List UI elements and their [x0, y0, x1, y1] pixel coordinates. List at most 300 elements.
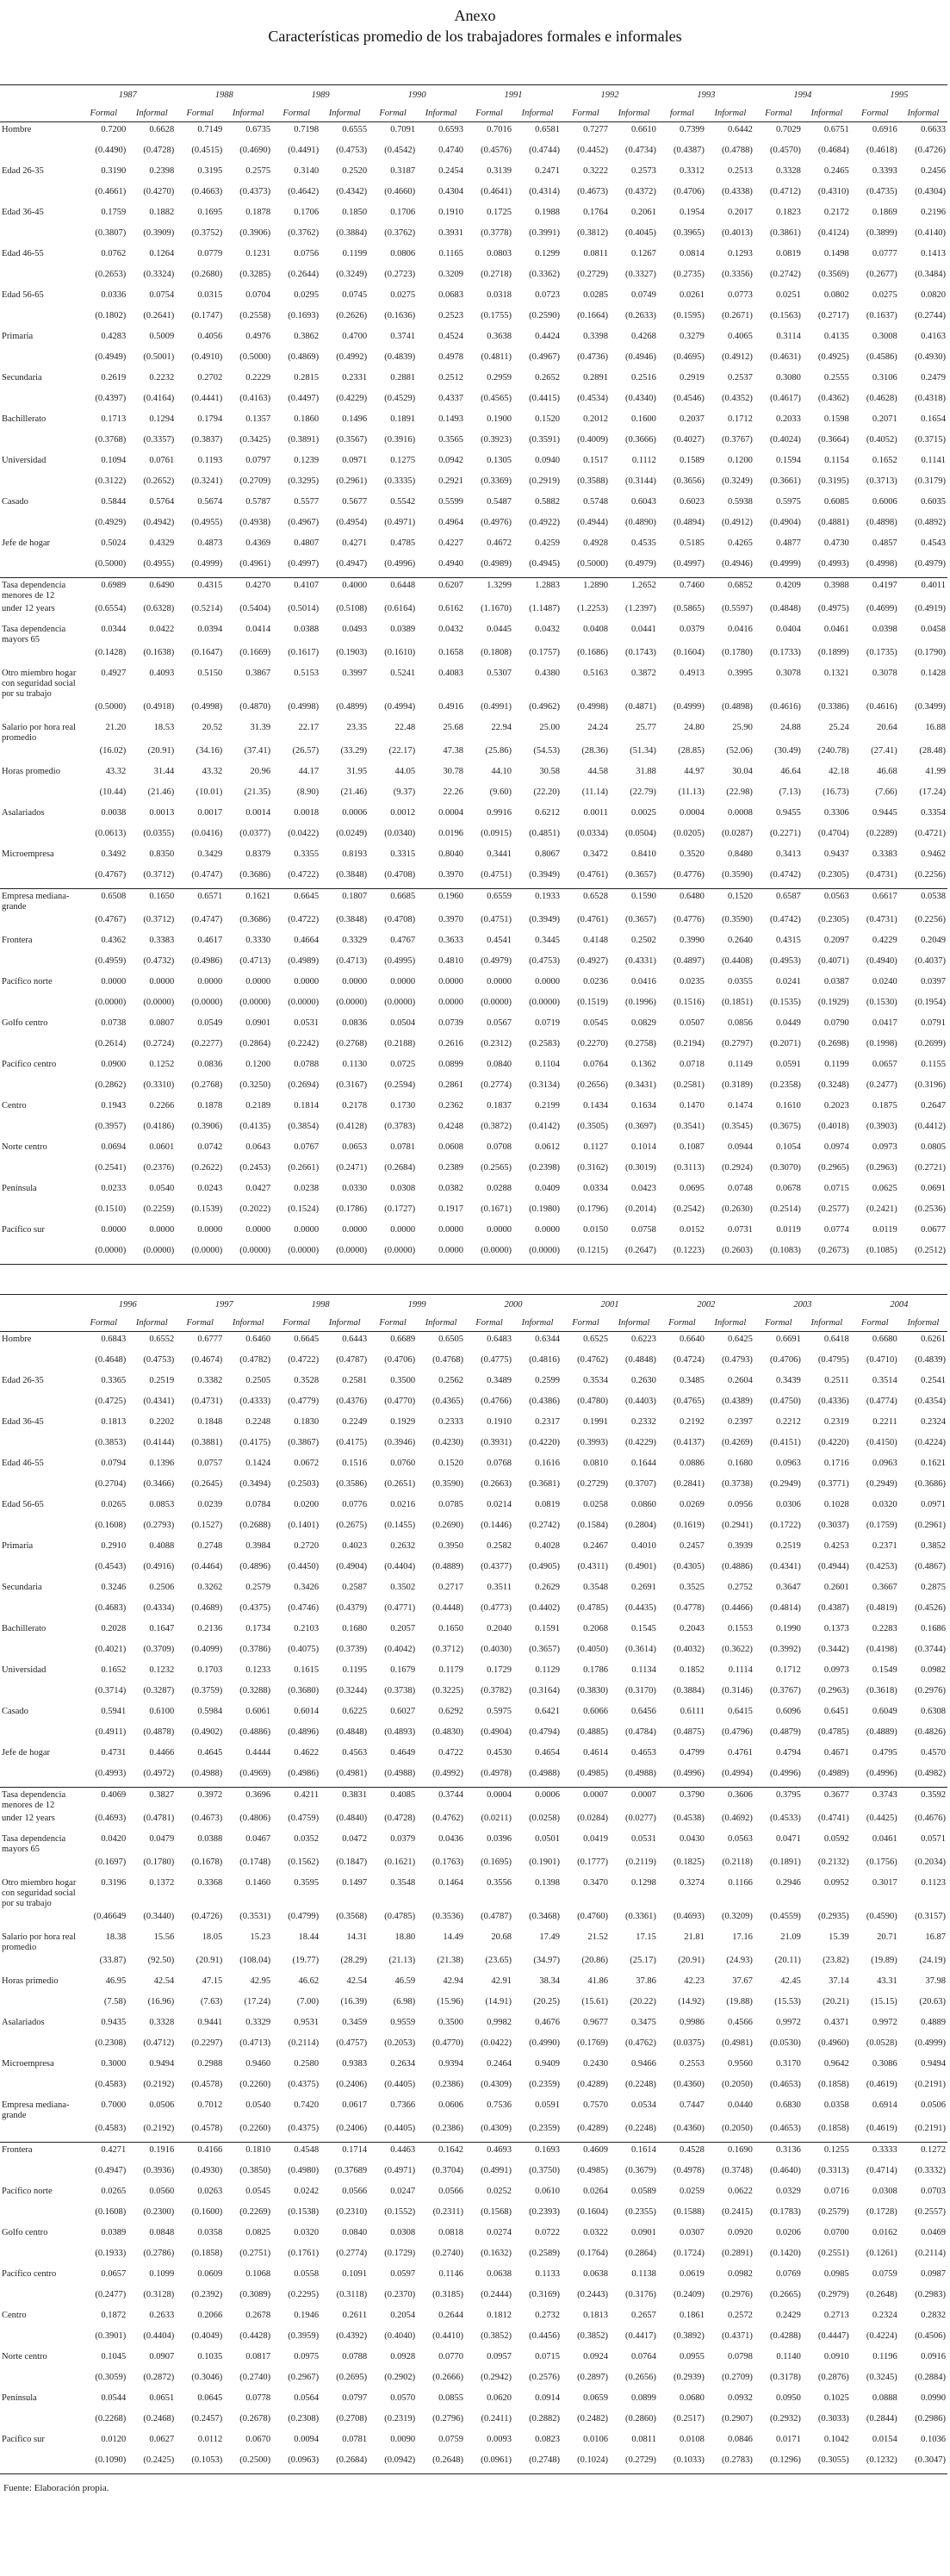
- sd-value-cell: (0.4692): [721, 1814, 753, 1823]
- sd-value-cell: (0.2862): [95, 1080, 127, 1090]
- sd-value-cell: (0.4879): [769, 1727, 801, 1737]
- sd-value-cell: (0.2729): [610, 2453, 658, 2474]
- sd-value-cell: (0.4816): [529, 1355, 560, 1365]
- mean-value-cell: 0.3556: [487, 1878, 512, 1888]
- sd-value-cell: (0.4661): [95, 187, 127, 196]
- mean-value-cell: 30.04: [732, 767, 753, 776]
- mean-value-cell: 0.1882: [149, 208, 175, 217]
- mean-value-cell: 0.4259: [535, 538, 560, 548]
- mean-value-cell: 0.1734: [245, 1624, 271, 1633]
- mean-value-cell: 30.78: [443, 767, 464, 776]
- mean-value-cell: 0.2604: [727, 1376, 753, 1385]
- mean-value-cell: 0.0638: [583, 2269, 608, 2279]
- mean-value-cell: 0.0704: [245, 290, 271, 300]
- sd-value-cell: (0.4991): [481, 702, 512, 712]
- row-label: Casado: [2, 497, 28, 507]
- sd-value-cell: (0.4712): [143, 2038, 175, 2048]
- mean-value-cell: 0.2720: [294, 1541, 320, 1551]
- mean-value-cell: 0.4857: [872, 538, 897, 548]
- row-label: Salario por hora real promedio: [2, 723, 77, 743]
- mean-value-cell: 0.7420: [294, 2100, 320, 2110]
- table-row-mean: [0, 1832, 947, 1855]
- row-label: Jefe de hogar: [2, 538, 50, 548]
- sd-value-cell: (0.4969): [224, 1766, 272, 1788]
- mean-value-cell: 0.0538: [921, 892, 946, 901]
- mean-value-cell: 0.0090: [390, 2435, 416, 2444]
- mean-value-cell: 0.7570: [583, 2100, 608, 2110]
- sd-value-cell: 0.1917: [438, 1204, 464, 1214]
- sd-value-cell: (0.4751): [481, 915, 512, 924]
- sd-value-cell: (0.4955): [191, 518, 223, 527]
- sd-value-cell: (0.0416): [191, 829, 223, 838]
- sd-value-cell: (0.1728): [866, 2207, 897, 2217]
- mean-value-cell: 0.0759: [438, 2435, 464, 2444]
- mean-value-cell: 0.0000: [197, 1225, 223, 1235]
- mean-value-cell: 0.0214: [487, 1500, 512, 1509]
- sd-value-cell: (1.2397): [625, 604, 656, 613]
- mean-value-cell: 0.2324: [872, 2311, 897, 2320]
- sd-value-cell: (0.4848): [336, 1727, 368, 1737]
- sd-value-cell: (0.3848): [336, 915, 368, 924]
- mean-value-cell: 0.1516: [342, 1459, 368, 1468]
- table-row-sd: [0, 2036, 947, 2056]
- mean-value-cell: 0.0627: [149, 2435, 175, 2444]
- mean-value-cell: 0.4722: [438, 1748, 464, 1758]
- sd-value-cell: (15.15): [871, 1997, 897, 2007]
- mean-value-cell: 0.0162: [872, 2228, 897, 2237]
- table-row-sd: [0, 143, 947, 164]
- sd-value-cell: (0.2751): [239, 2249, 271, 2258]
- mean-value-cell: 0.0910: [823, 2352, 849, 2361]
- sd-value-cell: (0.2774): [481, 1080, 512, 1090]
- sd-value-cell: (0.4892): [915, 518, 946, 527]
- sd-value-cell: (0.4989): [288, 956, 320, 966]
- mean-value-cell: 0.2196: [921, 208, 946, 217]
- sd-value-cell: (0.4979): [481, 956, 512, 966]
- sd-value-cell: (0.2932): [769, 2414, 801, 2424]
- mean-value-cell: 0.2632: [390, 1541, 416, 1551]
- sd-value-cell: (0.1764): [577, 2249, 608, 2258]
- sd-value-cell: (0.3679): [625, 2166, 656, 2175]
- mean-value-cell: 0.2832: [921, 2311, 946, 2320]
- row-label: Primaria: [2, 1541, 34, 1551]
- sd-value-cell: (0.2673): [803, 1243, 851, 1265]
- sd-value-cell: (0.4220): [529, 1438, 560, 1447]
- sd-value-cell: (0.4762): [577, 1355, 608, 1365]
- sd-value-cell: (0.4989): [803, 1766, 851, 1788]
- sd-value-cell: (0.4710): [866, 1355, 897, 1365]
- sd-value-cell: (0.4352): [721, 394, 753, 403]
- sd-value-cell: (0.4787): [481, 1912, 512, 1921]
- mean-value-cell: 0.1517: [583, 456, 608, 465]
- mean-value-cell: 0.1960: [438, 892, 464, 901]
- sd-value-cell: (0.1851): [721, 998, 753, 1007]
- mean-value-cell: 0.1470: [680, 1101, 705, 1111]
- mean-value-cell: 0.9494: [149, 2059, 175, 2069]
- table-panel-1996-2004: [0, 1294, 947, 2474]
- sd-value-cell: (0.3241): [191, 476, 223, 486]
- sd-value-cell: (0.3946): [384, 1438, 416, 1447]
- sd-value-cell: (0.3569): [817, 270, 849, 279]
- mean-value-cell: 0.1812: [487, 2311, 512, 2320]
- sd-value-cell: (0.3189): [721, 1080, 753, 1090]
- mean-value-cell: 0.2362: [438, 1101, 464, 1111]
- sd-value-cell: (0.1638): [143, 648, 175, 657]
- sd-value-cell: (0.2675): [336, 1521, 368, 1530]
- mean-value-cell: 0.3502: [390, 1583, 416, 1592]
- mean-value-cell: 0.0776: [342, 1500, 368, 1509]
- sd-value-cell: (0.1024): [562, 2453, 610, 2474]
- mean-value-cell: 0.0762: [101, 249, 127, 258]
- sd-value-cell: (0.2699): [915, 1039, 946, 1048]
- mean-value-cell: 17.16: [732, 1932, 753, 1942]
- table-row-mean: [0, 329, 947, 350]
- sd-row-label: [0, 1202, 79, 1223]
- row-label: Edad 46-55: [2, 1459, 44, 1468]
- mean-value-cell: 0.2891: [583, 373, 608, 383]
- sd-value-cell: (0.1933): [95, 2249, 127, 2258]
- sd-value-cell: (51.34): [630, 746, 656, 756]
- mean-value-cell: 0.1424: [245, 1459, 271, 1468]
- mean-value-cell: 0.0000: [294, 977, 320, 986]
- sd-value-cell: (0.4806): [239, 1814, 271, 1823]
- sd-value-cell: (0.1671): [481, 1204, 512, 1214]
- sd-value-cell: (0.4377): [481, 1562, 512, 1571]
- table-row-sd: [0, 1160, 947, 1181]
- mean-value-cell: 0.0432: [535, 625, 560, 634]
- mean-value-cell: 0.0251: [775, 290, 801, 300]
- mean-value-cell: 42.94: [443, 1976, 464, 1986]
- mean-value-cell: 0.2644: [438, 2311, 464, 2320]
- mean-value-cell: 0.1474: [727, 1101, 753, 1111]
- mean-value-cell: 0.4700: [342, 332, 368, 341]
- mean-value-cell: 0.7536: [487, 2100, 512, 2110]
- sd-value-cell: (0.4456): [529, 2331, 560, 2341]
- mean-value-cell: 0.0461: [872, 1834, 897, 1844]
- sd-value-cell: (0.3714): [95, 1686, 127, 1696]
- mean-value-cell: 0.3017: [872, 1878, 897, 1888]
- sd-value-cell: (0.4724): [674, 1355, 705, 1365]
- mean-value-cell: 0.3470: [583, 1878, 608, 1888]
- sd-value-cell: (0.4929): [95, 518, 127, 527]
- sd-value-cell: (0.2735): [674, 270, 705, 279]
- sd-value-cell: (0.0205): [674, 829, 705, 838]
- mean-value-cell: 0.0504: [390, 1018, 416, 1028]
- sd-value-cell: (0.4464): [191, 1562, 223, 1571]
- mean-value-cell: 0.1642: [438, 2145, 464, 2155]
- mean-value-cell: 0.0886: [680, 1459, 705, 1468]
- table-row-sd: [0, 1036, 947, 1057]
- sd-value-cell: (0.4448): [432, 1603, 464, 1613]
- table-row-mean: [0, 764, 947, 785]
- sd-value-cell: (0.2308): [95, 2038, 127, 2048]
- sd-value-cell: (0.2979): [817, 2290, 849, 2299]
- table-row-mean: [0, 1621, 947, 1642]
- mean-value-cell: 0.2333: [438, 1417, 464, 1427]
- mean-value-cell: 0.1929: [390, 1417, 416, 1427]
- sd-value-cell: (0.1743): [625, 648, 656, 657]
- mean-value-cell: 0.2248: [245, 1417, 271, 1427]
- sd-value-cell: (0.4631): [769, 352, 801, 362]
- mean-value-cell: 0.2581: [342, 1376, 368, 1385]
- mean-value-cell: 0.4927: [101, 669, 127, 678]
- column-subheader: Formal: [851, 1314, 899, 1332]
- mean-value-cell: 0.6689: [390, 1335, 416, 1344]
- table-row-mean: [0, 622, 947, 645]
- mean-value-cell: 0.3140: [294, 166, 320, 176]
- table-row-mean: [0, 1140, 947, 1160]
- sd-value-cell: (0.4128): [336, 1122, 368, 1131]
- mean-value-cell: 42.18: [829, 767, 849, 776]
- mean-value-cell: 0.4227: [438, 538, 464, 548]
- mean-value-cell: 0.1848: [197, 1417, 223, 1427]
- sd-value-cell: (0.3786): [239, 1645, 271, 1654]
- mean-value-cell: 0.0119: [872, 1225, 897, 1235]
- sd-value-cell: (0.4354): [915, 1397, 946, 1406]
- sd-value-cell: (0.2295): [288, 2290, 320, 2299]
- mean-value-cell: 0.0610: [535, 2187, 560, 2196]
- sd-value-cell: (0.4198): [866, 1645, 897, 1654]
- mean-value-cell: 0.4023: [342, 1541, 368, 1551]
- sd-value-cell: (0.4704): [817, 829, 849, 838]
- sd-value-cell: (0.2641): [143, 311, 175, 320]
- mean-value-cell: 0.3383: [149, 936, 175, 945]
- sd-value-cell: (0.3128): [143, 2290, 175, 2299]
- sd-value-cell: (0.1519): [577, 998, 608, 1007]
- table-row-sd: [0, 1994, 947, 2015]
- sd-value-cell: (0.4996): [658, 1766, 706, 1788]
- sd-value-cell: (0.2050): [721, 2080, 753, 2089]
- sd-value-cell: (0.6328): [143, 604, 175, 613]
- sd-value-cell: 0.2616: [438, 1039, 464, 1048]
- sd-value-cell: (0.2477): [95, 2290, 127, 2299]
- sd-value-cell: (0.4776): [658, 868, 706, 889]
- table-row-sd: [0, 1353, 947, 1373]
- sd-value-cell: (0.2841): [674, 1479, 705, 1489]
- mean-value-cell: 0.6610: [631, 125, 656, 134]
- mean-value-cell: 0.1706: [390, 208, 416, 217]
- sd-value-cell: (0.3440): [143, 1912, 175, 1921]
- sd-value-cell: (0.4714): [866, 2166, 897, 2175]
- mean-value-cell: 0.0797: [245, 456, 271, 465]
- mean-value-cell: 0.4362: [101, 936, 127, 945]
- mean-value-cell: 0.1680: [727, 1459, 753, 1468]
- mean-value-cell: 0.1549: [872, 1665, 897, 1675]
- sd-value-cell: (0.5597): [721, 604, 753, 613]
- sd-value-cell: (21.38): [437, 1956, 464, 1965]
- sd-row-label: [0, 515, 79, 536]
- mean-value-cell: 0.4654: [535, 1748, 560, 1758]
- mean-value-cell: 0.3114: [776, 332, 801, 341]
- mean-value-cell: 0.9383: [342, 2059, 368, 2069]
- mean-value-cell: 0.0657: [872, 1060, 897, 1069]
- sd-value-cell: (0.4340): [625, 394, 656, 403]
- mean-value-cell: 0.5307: [487, 669, 512, 678]
- sd-value-cell: (0.3541): [674, 1122, 705, 1131]
- sd-value-cell: (0.4911): [95, 1727, 127, 1737]
- mean-value-cell: 0.0683: [438, 290, 464, 300]
- sd-value-cell: (0.1899): [817, 648, 849, 657]
- sd-value-cell: 0.4304: [438, 187, 464, 196]
- mean-value-cell: 0.3950: [438, 1541, 464, 1551]
- row-label: Microempresa: [2, 2059, 54, 2069]
- sd-value-cell: (0.5000): [562, 557, 610, 578]
- mean-value-cell: 0.2988: [197, 2059, 223, 2069]
- mean-value-cell: 0.2520: [342, 166, 368, 176]
- mean-value-cell: 0.2049: [921, 936, 946, 945]
- sd-value-cell: (0.1759): [866, 1521, 897, 1530]
- table-row-sd: [0, 515, 947, 536]
- sd-value-cell: (0.4616): [866, 702, 897, 712]
- sd-value-cell: (0.4270): [143, 187, 175, 196]
- mean-value-cell: 0.1814: [294, 1101, 320, 1111]
- sd-value-cell: (0.2503): [288, 1479, 320, 1489]
- sd-row-label: [0, 1477, 79, 1497]
- mean-value-cell: 0.6528: [583, 892, 608, 901]
- sd-value-cell: (33.29): [340, 746, 368, 756]
- sd-value-cell: (0.4991): [481, 2166, 512, 2175]
- mean-value-cell: 25.90: [732, 723, 753, 732]
- sd-value-cell: (0.2644): [288, 270, 320, 279]
- sd-value-cell: (0.4976): [481, 518, 512, 527]
- mean-value-cell: 0.1900: [487, 414, 512, 424]
- mean-value-cell: 43.32: [202, 767, 223, 776]
- sd-value-cell: (0.3867): [288, 1438, 320, 1447]
- sd-value-cell: (0.3134): [529, 1080, 560, 1090]
- table-row-sd: [0, 995, 947, 1016]
- sd-value-cell: (0.4289): [562, 2121, 610, 2143]
- sd-value-cell: (108.04): [239, 1956, 271, 1965]
- sd-value-cell: (0.4870): [239, 702, 271, 712]
- sd-value-cell: (0.2242): [288, 1039, 320, 1048]
- sd-value-cell: (0.2256): [915, 915, 946, 924]
- sd-value-cell: (0.4403): [625, 1397, 656, 1406]
- mean-value-cell: 0.2647: [921, 1101, 946, 1111]
- sd-value-cell: (0.4967): [288, 518, 320, 527]
- mean-value-cell: 0.2066: [197, 2311, 223, 2320]
- mean-value-cell: 0.0506: [149, 2100, 175, 2110]
- sd-value-cell: (0.3848): [320, 868, 369, 889]
- year-header: 1998: [272, 1295, 369, 1315]
- table-row-sd: [0, 2370, 947, 2391]
- sd-value-cell: (0.4075): [288, 1645, 320, 1654]
- sd-value-cell: (0.1608): [95, 2207, 127, 2217]
- table-row-mean: [0, 1415, 947, 1435]
- sd-value-cell: (0.4930): [915, 352, 946, 362]
- sd-value-cell: (0.2768): [336, 1039, 368, 1048]
- sd-value-cell: (0.2983): [915, 2290, 946, 2299]
- year-header-row: [0, 85, 947, 105]
- sd-value-cell: (11.13): [678, 787, 705, 797]
- sd-value-cell: (0.4731): [866, 915, 897, 924]
- mean-value-cell: 0.2283: [872, 1624, 897, 1633]
- mean-value-cell: 0.6425: [727, 1335, 753, 1344]
- mean-value-cell: 0.0387: [823, 977, 849, 986]
- sd-value-cell: (0.0000): [127, 1243, 176, 1265]
- sd-value-cell: (0.4415): [529, 394, 560, 403]
- table-row-sd: [0, 826, 947, 847]
- mean-value-cell: 0.4795: [872, 1748, 897, 1758]
- sd-value-cell: (0.4779): [288, 1397, 320, 1406]
- sd-value-cell: (0.3881): [191, 1438, 223, 1447]
- sd-value-cell: (34.97): [533, 1956, 560, 1965]
- sd-value-cell: (0.4372): [625, 187, 656, 196]
- mean-value-cell: 0.1823: [775, 208, 801, 217]
- sd-value-cell: (0.4224): [915, 1438, 946, 1447]
- sd-value-cell: (0.1083): [754, 1243, 803, 1265]
- sd-value-cell: (0.4999): [754, 557, 803, 578]
- mean-value-cell: 0.1910: [438, 208, 464, 217]
- table-row-sd: [0, 2411, 947, 2432]
- sd-value-cell: (0.2651): [384, 1479, 416, 1489]
- sd-value-cell: (0.4761): [577, 915, 608, 924]
- sd-value-cell: (0.4542): [384, 146, 416, 155]
- year-header: 2004: [851, 1295, 947, 1315]
- mean-value-cell: 0.3441: [487, 849, 512, 859]
- mean-value-cell: 0.9972: [872, 2018, 897, 2027]
- mean-value-cell: 0.1916: [149, 2145, 175, 2155]
- sd-value-cell: (0.4946): [625, 352, 656, 362]
- sd-value-cell: (0.0422): [288, 829, 320, 838]
- sd-value-cell: (0.4543): [95, 1562, 127, 1571]
- sd-value-cell: (0.4616): [769, 702, 801, 712]
- sd-value-cell: (19.88): [726, 1997, 753, 2007]
- mean-value-cell: 0.1233: [245, 1665, 271, 1675]
- mean-value-cell: 0.0013: [149, 808, 175, 818]
- mean-value-cell: 0.0773: [727, 290, 753, 300]
- mean-value-cell: 0.1614: [631, 2145, 656, 2155]
- mean-value-cell: 0.1991: [583, 1417, 608, 1427]
- mean-value-cell: 0.0017: [197, 808, 223, 818]
- sd-value-cell: (0.4617): [769, 394, 801, 403]
- mean-value-cell: 0.0617: [342, 2100, 368, 2110]
- mean-value-cell: 0.1810: [245, 2145, 271, 2155]
- mean-value-cell: 0.1830: [294, 1417, 320, 1427]
- mean-value-cell: 0.2601: [823, 1583, 849, 1592]
- sd-value-cell: (0.2796): [432, 2414, 464, 2424]
- mean-value-cell: 0.0563: [823, 892, 849, 901]
- sd-value-cell: (0.2860): [625, 2414, 656, 2424]
- sd-value-cell: (0.2248): [625, 2080, 656, 2089]
- mean-value-cell: 0.3195: [197, 166, 223, 176]
- mean-value-cell: 0.2057: [390, 1624, 416, 1633]
- sd-value-cell: (0.1085): [851, 1243, 899, 1265]
- mean-value-cell: 0.5882: [535, 497, 560, 507]
- sd-value-cell: (0.2355): [625, 2207, 656, 2217]
- sd-value-cell: (0.4930): [191, 2166, 223, 2175]
- sd-value-cell: (0.3852): [481, 2331, 512, 2341]
- sd-value-cell: (0.4583): [95, 2080, 127, 2089]
- mean-value-cell: 0.1054: [775, 1142, 801, 1152]
- sd-value-cell: (0.2941): [721, 1521, 753, 1530]
- sd-value-cell: (0.5001): [143, 352, 175, 362]
- table-row-mean: [0, 1098, 947, 1119]
- sd-value-cell: (0.0377): [239, 829, 271, 838]
- sd-value-cell: (0.3431): [625, 1080, 656, 1090]
- sd-value-cell: (0.4753): [529, 956, 560, 966]
- sd-value-cell: (0.2114): [288, 2038, 320, 2048]
- sd-value-cell: (0.2708): [336, 2414, 368, 2424]
- mean-value-cell: 0.1943: [101, 1101, 127, 1111]
- mean-value-cell: 0.0767: [294, 1142, 320, 1152]
- sd-value-cell: (0.3884): [674, 1686, 705, 1696]
- mean-value-cell: 0.0957: [487, 2352, 512, 2361]
- sd-value-cell: (0.3590): [706, 868, 754, 889]
- mean-value-cell: 0.3514: [872, 1376, 897, 1385]
- sd-row-label: [0, 954, 79, 974]
- mean-value-cell: 0.3475: [631, 2018, 656, 2027]
- mean-value-cell: 0.6035: [921, 497, 946, 507]
